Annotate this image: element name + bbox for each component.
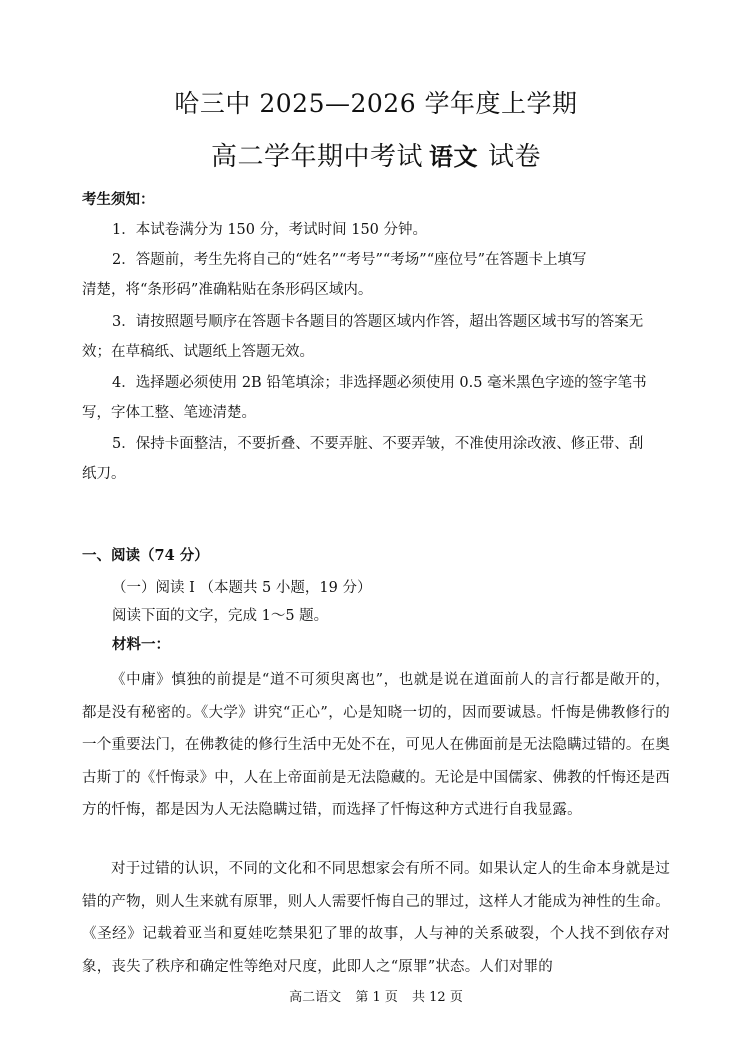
material-label: 材料一： xyxy=(112,636,170,653)
exam-title-suffix: 试卷 xyxy=(488,142,542,172)
notice-item-1: 1．本试卷满分为 150 分，考试时间 150 分钟。 xyxy=(112,222,428,238)
notice-item-2-line1: 2．答题前，考生先将自己的“姓名”“考号”“考场”“座位号”在答题卡上填写 xyxy=(112,252,587,268)
footer-page-total: 共 12 页 xyxy=(412,990,463,1005)
notice-item-2-line2: 清楚，将“条形码”准确粘贴在条形码区域内。 xyxy=(82,282,373,298)
notice-item-4-line2: 写，字体工整、笔迹清楚。 xyxy=(82,405,256,421)
footer-subject: 高二语文 xyxy=(289,990,342,1005)
page-footer xyxy=(0,986,752,1005)
notice-item-4-line1: 4．选择题必须使用 2B 铅笔填涂；非选择题必须使用 0.5 毫米黑色字迹的签字笔书 xyxy=(112,375,647,391)
notice-item-3-line2: 效；在草稿纸、试题纸上答题无效。 xyxy=(82,344,314,360)
material-paragraph-1: 《中庸》慎独的前提是“道不可须臾离也”，也就是说在道面前人的言行都是敞开的，都是没有秘密的。《大学》讲究“正心”，心是知晓一切的，因而要诚恳。忏悔是佛教修行的一个重要法门，在佛教徒的修行生活中无处不在，可见人在佛面前是无法隐瞒过错的。在奥古斯丁的《忏悔录》中，人在上帝面前是无法隐藏的。无论是中国儒家、佛教的忏悔还是西方的忏悔，都是因为人无法隐瞒过错，而选择了忏悔这种方式进行自我显露。 xyxy=(82,672,670,818)
reading-instruction: 阅读下面的文字，完成 1～5 题。 xyxy=(112,608,329,624)
exam-title-prefix: 高二学年期中考试 xyxy=(210,142,423,172)
section-subheading: （一）阅读 I （本题共 5 小题，19 分） xyxy=(112,580,372,596)
section-heading: 一、阅读（74 分） xyxy=(82,547,209,564)
notice-item-3-line1: 3．请按照题号顺序在答题卡各题目的答题区域内作答，超出答题区域书写的答案无 xyxy=(112,314,644,330)
exam-title-line2 xyxy=(0,136,752,173)
exam-title-line1: 哈三中 2025—2026 学年度上学期 xyxy=(174,89,578,118)
notice-item-5-line2: 纸刀。 xyxy=(82,466,126,482)
footer-page-number: 第 1 页 xyxy=(355,990,398,1005)
material-paragraph-2: 对于过错的认识，不同的文化和不同思想家会有所不同。如果认定人的生命本身就是过错的产物，则人生来就有原罪，则人人需要忏悔自己的罪过，这样人才能成为神性的生命。《圣经》记载着亚当和夏娃吃禁果犯了罪的故事，人与神的关系破裂，个人找不到依存对象，丧失了秩序和确定性等绝对尺度，此即人之“原罪”状态。人们对罪的 xyxy=(82,861,670,975)
notice-item-5-line1: 5．保持卡面整洁，不要折叠、不要弄脏、不要弄皱，不准使用涂改液、修正带、刮 xyxy=(112,436,644,452)
exam-subject: 语文 xyxy=(429,142,478,171)
notice-heading: 考生须知： xyxy=(82,191,155,208)
